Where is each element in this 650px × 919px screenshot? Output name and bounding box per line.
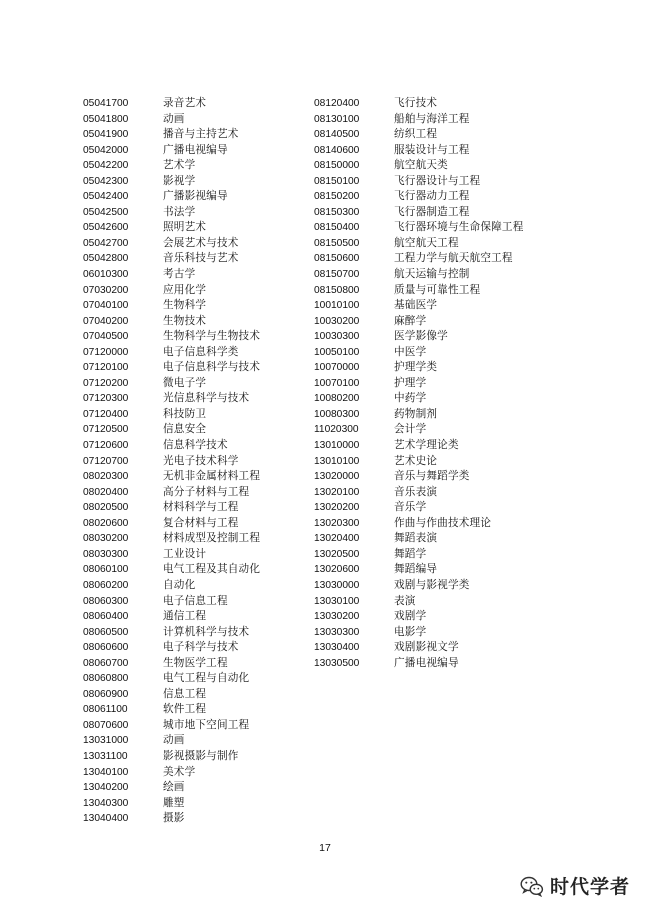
major-row — [83, 220, 260, 236]
major-code: 08060300 — [83, 595, 129, 607]
major-name: 药物制剂 — [394, 407, 438, 420]
major-name: 音乐科技与艺术 — [163, 252, 239, 265]
major-code: 05042700 — [83, 237, 129, 249]
major-name: 摄影 — [163, 812, 185, 825]
major-row — [83, 469, 260, 485]
major-row — [83, 376, 260, 392]
major-code: 05041700 — [83, 98, 129, 109]
major-code: 05042400 — [83, 191, 129, 203]
major-name: 雕塑 — [163, 796, 185, 809]
major-name: 船舶与海洋工程 — [394, 112, 470, 125]
major-row — [83, 143, 260, 159]
major-name: 动画 — [163, 734, 185, 747]
major-code: 05042200 — [83, 160, 129, 172]
major-code: 05041800 — [83, 113, 129, 125]
major-code: 08020300 — [83, 471, 129, 483]
major-row — [83, 360, 260, 376]
major-row — [83, 298, 260, 314]
major-name: 电影学 — [394, 625, 427, 638]
wechat-icon — [520, 875, 544, 897]
major-code: 08130100 — [314, 113, 360, 125]
major-row — [314, 485, 524, 501]
major-code: 08020600 — [83, 517, 129, 529]
major-row — [83, 718, 260, 734]
major-code: 13020400 — [314, 533, 360, 545]
major-name: 科技防卫 — [163, 407, 207, 420]
major-name: 戏剧学 — [394, 610, 427, 623]
major-code: 10030200 — [314, 315, 360, 327]
major-name: 书法学 — [163, 205, 196, 218]
major-name: 麻醉学 — [394, 314, 427, 327]
major-name: 电子科学与技术 — [163, 641, 239, 654]
major-code: 07120000 — [83, 346, 129, 358]
major-row — [314, 376, 524, 392]
major-code: 11020300 — [314, 424, 359, 436]
major-code: 13030300 — [314, 626, 360, 638]
major-row — [83, 112, 260, 128]
major-code: 13020200 — [314, 502, 360, 514]
major-name: 广播电视编导 — [394, 656, 459, 669]
major-code: 07040200 — [83, 315, 129, 327]
major-name: 微电子学 — [163, 376, 207, 389]
major-name: 表演 — [394, 594, 416, 607]
major-name: 飞行技术 — [394, 97, 438, 109]
major-code: 13040300 — [83, 797, 129, 809]
major-code: 10080200 — [314, 393, 360, 405]
major-code: 10070100 — [314, 377, 360, 389]
major-code: 05041900 — [83, 129, 129, 141]
major-name: 自动化 — [163, 578, 196, 591]
major-name: 照明艺术 — [163, 221, 207, 234]
major-row — [314, 112, 524, 128]
major-name: 舞蹈学 — [394, 547, 427, 560]
major-name: 电子信息科学类 — [163, 345, 239, 358]
major-code: 13030200 — [314, 611, 360, 623]
major-code: 07040500 — [83, 331, 129, 343]
major-name: 生物技术 — [163, 314, 207, 327]
major-code: 05042800 — [83, 253, 129, 265]
major-name: 应用化学 — [163, 283, 207, 296]
major-row — [83, 500, 260, 516]
major-row — [314, 656, 524, 672]
major-name: 音乐与舞蹈学类 — [394, 470, 470, 483]
major-row — [83, 609, 260, 625]
major-name: 美术学 — [163, 765, 196, 778]
major-name: 飞行器制造工程 — [394, 205, 470, 218]
major-name: 会展艺术与技术 — [163, 236, 239, 249]
major-name: 航天运输与控制 — [394, 268, 470, 281]
major-code: 13020300 — [314, 517, 360, 529]
major-name: 电子信息科学与技术 — [163, 361, 261, 374]
major-row — [314, 547, 524, 563]
major-row — [314, 345, 524, 361]
account-watermark — [520, 872, 630, 899]
major-name: 生物医学工程 — [163, 656, 228, 669]
major-row — [314, 143, 524, 159]
major-row — [314, 625, 524, 641]
major-code: 05042600 — [83, 222, 129, 234]
major-row — [83, 671, 260, 687]
major-name: 考古学 — [163, 268, 196, 281]
major-code: 13030500 — [314, 657, 360, 669]
major-row — [83, 158, 260, 174]
major-row — [314, 516, 524, 532]
major-row — [83, 422, 260, 438]
major-name: 电气工程及其自动化 — [163, 563, 261, 576]
major-code: 08030200 — [83, 533, 129, 545]
major-code: 07120400 — [83, 408, 129, 420]
major-row — [314, 609, 524, 625]
major-row — [83, 656, 260, 672]
major-code: 07120300 — [83, 393, 129, 405]
major-row — [83, 562, 260, 578]
major-code: 08150600 — [314, 253, 360, 265]
right-major-list — [314, 96, 524, 671]
major-name: 广播影视编导 — [163, 190, 228, 203]
major-row — [83, 749, 260, 765]
major-row — [314, 329, 524, 345]
major-code: 08060800 — [83, 673, 129, 685]
major-row — [314, 220, 524, 236]
major-name: 飞行器设计与工程 — [394, 174, 481, 187]
major-row — [83, 594, 260, 610]
major-name: 服装设计与工程 — [394, 143, 470, 156]
major-code: 05042300 — [83, 175, 129, 187]
major-row — [83, 578, 260, 594]
major-row — [314, 562, 524, 578]
major-name: 护理学 — [394, 376, 427, 389]
major-code: 07030200 — [83, 284, 129, 296]
major-code: 10050100 — [314, 346, 360, 358]
major-row — [83, 329, 260, 345]
major-name: 纺织工程 — [394, 128, 438, 141]
major-name: 戏剧与影视学类 — [394, 578, 470, 591]
major-code: 08060200 — [83, 579, 129, 591]
major-name: 工业设计 — [163, 547, 207, 560]
major-code: 13030400 — [314, 642, 360, 654]
major-row — [314, 454, 524, 470]
major-row — [314, 469, 524, 485]
major-name: 信息安全 — [163, 423, 207, 436]
major-row — [83, 625, 260, 641]
major-code: 08150000 — [314, 160, 360, 172]
major-row — [83, 454, 260, 470]
major-name: 戏剧影视文学 — [394, 641, 459, 654]
major-name: 医学影像学 — [394, 330, 448, 343]
major-row — [314, 267, 524, 283]
major-name: 信息工程 — [163, 687, 207, 700]
major-code: 08060100 — [83, 564, 129, 576]
major-name: 无机非金属材料工程 — [163, 470, 261, 483]
major-name: 材料科学与工程 — [163, 501, 239, 514]
major-row — [83, 189, 260, 205]
major-code: 08150500 — [314, 237, 360, 249]
major-code: 08061100 — [83, 704, 128, 716]
major-name: 复合材料与工程 — [163, 516, 239, 529]
major-row — [314, 594, 524, 610]
major-name: 航空航天工程 — [394, 236, 459, 249]
major-name: 音乐表演 — [394, 485, 438, 498]
major-row — [83, 780, 260, 796]
major-code: 13031100 — [83, 750, 128, 762]
major-name: 录音艺术 — [163, 97, 207, 109]
major-row — [83, 267, 260, 283]
major-name: 舞蹈表演 — [394, 532, 438, 545]
major-name: 生物科学与生物技术 — [163, 330, 261, 343]
major-name: 影视摄影与制作 — [163, 749, 239, 762]
major-row — [83, 516, 260, 532]
major-row — [83, 702, 260, 718]
major-name: 护理学类 — [394, 361, 438, 374]
major-name: 播音与主持艺术 — [163, 128, 239, 141]
major-name: 电气工程与自动化 — [163, 672, 250, 685]
watermark-text: 时代学者 — [549, 876, 630, 898]
major-name: 质量与可靠性工程 — [394, 283, 481, 296]
major-code: 08060500 — [83, 626, 129, 638]
major-code: 08140600 — [314, 144, 360, 156]
major-code: 07120500 — [83, 424, 129, 436]
major-name: 基础医学 — [394, 299, 438, 312]
major-row — [314, 391, 524, 407]
major-row — [83, 547, 260, 563]
left-major-list — [83, 96, 260, 827]
major-name: 中药学 — [394, 392, 427, 405]
major-row — [314, 360, 524, 376]
major-row — [83, 127, 260, 143]
major-name: 飞行器环境与生命保障工程 — [394, 221, 524, 234]
page-number: 17 — [319, 842, 331, 854]
major-name: 艺术学理论类 — [394, 439, 459, 452]
major-code: 05042000 — [83, 144, 129, 156]
major-row — [83, 314, 260, 330]
major-code: 13030100 — [314, 595, 360, 607]
major-code: 07040100 — [83, 300, 129, 312]
major-code: 05042500 — [83, 206, 129, 218]
major-code: 08020500 — [83, 502, 129, 514]
major-row — [314, 578, 524, 594]
major-code: 13010000 — [314, 440, 360, 452]
major-row — [314, 251, 524, 267]
major-code: 08060400 — [83, 611, 129, 623]
major-name: 光信息科学与技术 — [163, 392, 250, 405]
major-row — [83, 485, 260, 501]
major-row — [314, 174, 524, 190]
major-code: 13040400 — [83, 813, 129, 825]
major-row — [314, 500, 524, 516]
major-name: 会计学 — [394, 423, 427, 436]
major-code: 10030300 — [314, 331, 360, 343]
major-code: 08120400 — [314, 98, 360, 109]
major-code: 08150700 — [314, 269, 360, 281]
major-row — [314, 422, 524, 438]
major-code: 13040100 — [83, 766, 129, 778]
major-row — [314, 283, 524, 299]
major-code: 08060700 — [83, 657, 129, 669]
major-row — [314, 531, 524, 547]
major-row — [83, 765, 260, 781]
major-row — [83, 531, 260, 547]
major-row — [83, 811, 260, 827]
major-name: 电子信息工程 — [163, 594, 228, 607]
major-row — [314, 640, 524, 656]
major-name: 材料成型及控制工程 — [163, 532, 261, 545]
major-name: 飞行器动力工程 — [394, 190, 470, 203]
major-code: 08140500 — [314, 129, 360, 141]
major-code: 10080300 — [314, 408, 360, 420]
major-row — [83, 236, 260, 252]
major-row — [83, 796, 260, 812]
major-row — [314, 407, 524, 423]
major-name: 艺术学 — [163, 159, 196, 172]
major-name: 中医学 — [394, 345, 427, 358]
major-code: 13020100 — [314, 486, 360, 498]
major-code: 10070000 — [314, 362, 360, 374]
major-row — [83, 733, 260, 749]
major-name: 影视学 — [163, 174, 196, 187]
major-row — [314, 158, 524, 174]
major-row — [83, 283, 260, 299]
major-code: 13020600 — [314, 564, 360, 576]
major-code: 08150300 — [314, 206, 360, 218]
major-code: 08150100 — [314, 175, 360, 187]
major-row — [314, 298, 524, 314]
major-row — [83, 205, 260, 221]
major-row — [83, 174, 260, 190]
major-name: 光电子技术科学 — [163, 454, 239, 467]
major-row — [314, 438, 524, 454]
major-code: 08070600 — [83, 719, 129, 731]
major-name: 航空航天类 — [394, 159, 448, 172]
major-row — [83, 687, 260, 703]
major-row — [83, 391, 260, 407]
major-code: 08060900 — [83, 688, 129, 700]
major-name: 作曲与作曲技术理论 — [394, 516, 492, 529]
major-code: 13020000 — [314, 471, 360, 483]
major-name: 通信工程 — [163, 610, 207, 623]
major-row — [314, 127, 524, 143]
major-code: 07120100 — [83, 362, 129, 374]
major-name: 动画 — [163, 112, 185, 125]
major-code: 10010100 — [314, 300, 360, 312]
major-code: 13020500 — [314, 548, 360, 560]
major-code: 13010100 — [314, 455, 360, 467]
major-row — [314, 205, 524, 221]
major-name: 计算机科学与技术 — [163, 625, 250, 638]
major-code: 08060600 — [83, 642, 129, 654]
major-code: 07120600 — [83, 440, 129, 452]
major-code: 08030300 — [83, 548, 129, 560]
major-code: 07120200 — [83, 377, 129, 389]
major-code: 06010300 — [83, 269, 129, 281]
major-name: 绘画 — [163, 781, 185, 794]
major-row — [83, 640, 260, 656]
major-name: 生物科学 — [163, 299, 207, 312]
major-code: 13030000 — [314, 579, 360, 591]
major-name: 艺术史论 — [394, 454, 438, 467]
major-row — [314, 189, 524, 205]
major-code: 08020400 — [83, 486, 129, 498]
major-name: 音乐学 — [394, 501, 427, 514]
major-code: 07120700 — [83, 455, 129, 467]
major-name: 舞蹈编导 — [394, 563, 438, 576]
major-row — [83, 96, 260, 112]
major-row — [83, 438, 260, 454]
major-code: 08150400 — [314, 222, 360, 234]
major-name: 信息科学技术 — [163, 439, 228, 452]
major-row — [314, 314, 524, 330]
major-code: 13040200 — [83, 782, 129, 794]
major-row — [314, 96, 524, 112]
major-code: 13031000 — [83, 735, 129, 747]
major-row — [83, 345, 260, 361]
major-code: 08150800 — [314, 284, 360, 296]
major-row — [314, 236, 524, 252]
major-code: 08150200 — [314, 191, 360, 203]
major-row — [83, 251, 260, 267]
major-name: 工程力学与航天航空工程 — [394, 252, 513, 265]
major-name: 高分子材料与工程 — [163, 485, 250, 498]
major-name: 广播电视编导 — [163, 143, 228, 156]
major-row — [83, 407, 260, 423]
major-name: 软件工程 — [163, 703, 207, 716]
major-name: 城市地下空间工程 — [163, 718, 250, 731]
